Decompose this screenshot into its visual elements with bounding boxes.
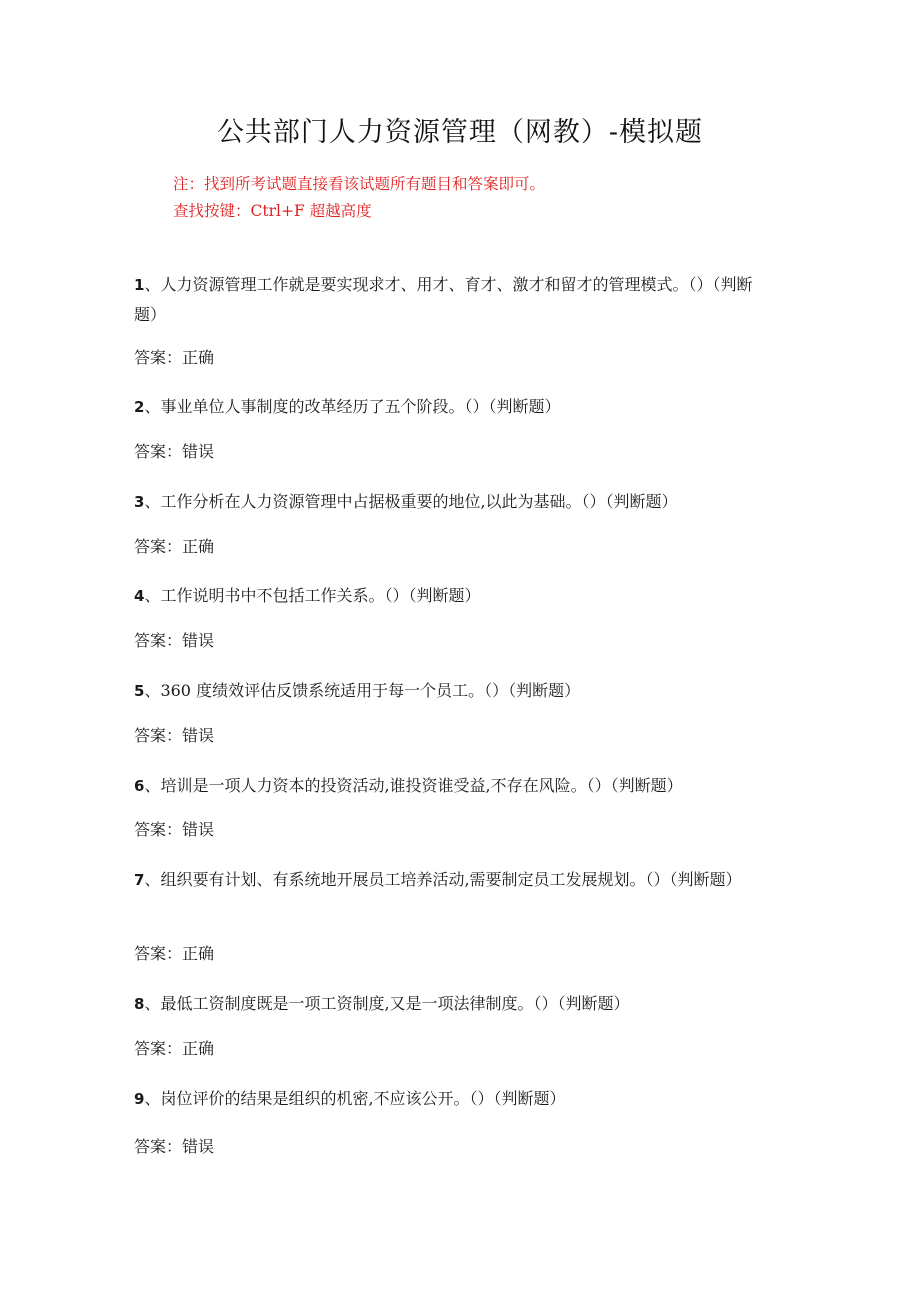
question-3 <box>134 487 774 517</box>
answer-label: 答案： <box>134 1039 183 1058</box>
question-text: 、人力资源管理工作就是要实现求才、用才、育才、激才和留才的管理模式。（）（判断题） <box>134 275 753 324</box>
answer-label: 答案： <box>134 537 183 556</box>
question-5 <box>134 676 774 706</box>
question-text: 、工作说明书中不包括工作关系。（）（判断题） <box>144 586 481 605</box>
document-title: 公共部门人力资源管理（网教）-模拟题 <box>216 117 704 148</box>
answer-1 <box>134 347 214 369</box>
answer-5 <box>134 725 214 747</box>
answer-value: 正确 <box>182 537 215 556</box>
note-line-2: 查找按键：Ctrl+F 超越高度 <box>173 202 372 220</box>
question-1 <box>134 270 774 329</box>
answer-value: 正确 <box>182 1039 215 1058</box>
answer-label: 答案： <box>134 348 183 367</box>
question-number: 8 <box>134 995 145 1013</box>
question-number: 2 <box>134 398 145 416</box>
answer-4 <box>134 630 214 652</box>
answer-value: 错误 <box>182 1137 215 1156</box>
answer-label: 答案： <box>134 944 183 963</box>
question-text: 、工作分析在人力资源管理中占据极重要的地位,以此为基础。（）（判断题） <box>144 492 678 511</box>
question-number: 7 <box>134 871 145 889</box>
answer-label: 答案： <box>134 820 183 839</box>
question-text: 、培训是一项人力资本的投资活动,谁投资谁受益,不存在风险。（）（判断题） <box>144 776 683 795</box>
answer-value: 错误 <box>182 726 215 745</box>
question-6 <box>134 771 774 801</box>
answer-label: 答案： <box>134 631 183 650</box>
question-number: 5 <box>134 682 145 700</box>
question-2 <box>134 392 774 422</box>
answer-3 <box>134 536 214 558</box>
answer-value: 错误 <box>182 631 215 650</box>
answer-9 <box>134 1136 214 1158</box>
question-text: 、最低工资制度既是一项工资制度,又是一项法律制度。（）（判断题） <box>144 994 630 1013</box>
answer-8 <box>134 1038 214 1060</box>
answer-7 <box>134 943 214 965</box>
question-4 <box>134 581 774 611</box>
question-number: 3 <box>134 493 145 511</box>
question-number: 1 <box>134 276 145 294</box>
question-number: 9 <box>134 1090 145 1108</box>
answer-label: 答案： <box>134 726 183 745</box>
question-number: 4 <box>134 587 145 605</box>
question-text: 、组织要有计划、有系统地开展员工培养活动,需要制定员工发展规划。（）（判断题） <box>144 870 742 889</box>
answer-label: 答案： <box>134 442 183 461</box>
question-text: 、360 度绩效评估反馈系统适用于每一个员工。（）（判断题） <box>144 681 581 700</box>
answer-label: 答案： <box>134 1137 183 1156</box>
question-text: 、事业单位人事制度的改革经历了五个阶段。（）（判断题） <box>144 397 561 416</box>
question-9 <box>134 1084 774 1114</box>
note-line-1: 注：找到所考试题直接看该试题所有题目和答案即可。 <box>173 175 546 193</box>
answer-value: 正确 <box>182 944 215 963</box>
answer-value: 正确 <box>182 348 215 367</box>
answer-6 <box>134 819 214 841</box>
question-number: 6 <box>134 777 145 795</box>
question-8 <box>134 989 774 1019</box>
answer-value: 错误 <box>182 442 215 461</box>
answer-value: 错误 <box>182 820 215 839</box>
question-7 <box>134 865 774 895</box>
answer-2 <box>134 441 214 463</box>
question-text: 、岗位评价的结果是组织的机密,不应该公开。（）（判断题） <box>144 1089 566 1108</box>
